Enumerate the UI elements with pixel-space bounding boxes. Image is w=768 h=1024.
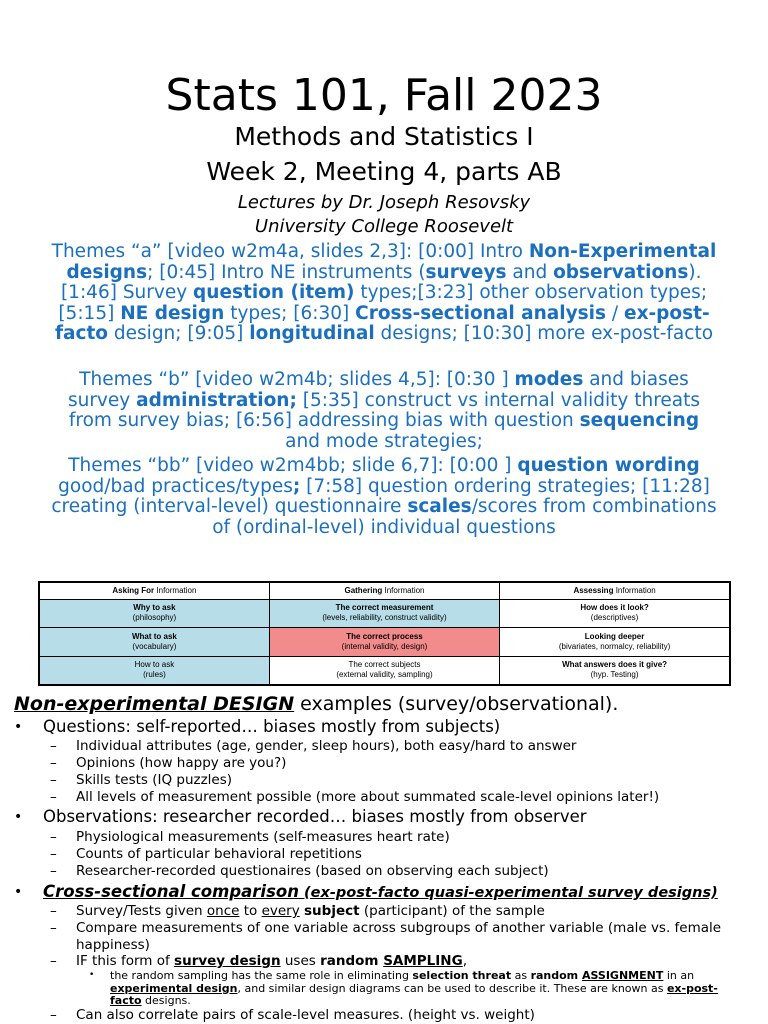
table-header-cell: Gathering Information <box>269 582 499 599</box>
sub-list-item: – Opinions (how happy are you?) <box>50 755 287 771</box>
table-cell: The correct measurement (levels, reliability, construct validity) <box>269 599 499 628</box>
table-cell: The correct process (internal validity, design) <box>269 628 499 657</box>
table-header-cell: Assessing Information <box>500 582 730 599</box>
page-title: Stats 101, Fall 2023 <box>165 70 603 121</box>
bullet-icon: • <box>14 809 23 825</box>
section-heading: Non-experimental DESIGN examples (survey/observational). <box>14 693 619 715</box>
table-cell: How does it look? (descriptives) <box>500 599 730 628</box>
table-row <box>39 656 730 685</box>
information-table <box>38 581 731 686</box>
meeting-label: Week 2, Meeting 4, parts AB <box>206 157 562 186</box>
table-cell: Looking deeper (bivariates, normalcy, reliability) <box>500 628 730 657</box>
lecturer-label: Lectures by Dr. Joseph Resovsky <box>237 192 531 213</box>
themes-b-paragraph: Themes “b” [video w2m4b; slides 4,5]: [0:30 ] modes and biases survey administration; [5:35] construct vs internal validity threats from survey bias; [6:56] addressing bias with question sequencing and mode strategies; <box>67 369 701 452</box>
sub-sub-list-item: • the random sampling has the same role in eliminating selection threat as random ASSIGNMENT in an experimental design, and similar design diagrams can be used to describe it. These are known as ex-post-facto designs. <box>89 969 718 1007</box>
table-cell: Why to ask (philosophy) <box>39 599 269 628</box>
sub-list-item: – Survey/Tests given once to every subject (participant) of the sample <box>50 903 545 919</box>
table-cell: How to ask (rules) <box>39 656 269 685</box>
sub-list-item: – Counts of particular behavioral repetitions <box>50 846 362 862</box>
table-header-row <box>39 582 730 599</box>
sub-list-item: – Can also correlate pairs of scale-level measures. (height vs. weight) <box>50 1007 535 1023</box>
course-subtitle: Methods and Statistics I <box>234 122 534 151</box>
themes-bb-paragraph: Themes “bb” [video w2m4bb; slide 6,7]: [0:00 ] question wording good/bad practices/types; [7:58] question ordering strategies; [11:28] creating (interval-level) questionnaire scales/scores from combinations of (ordinal-level) individual questions <box>51 455 717 538</box>
themes-a-paragraph: Themes “a” [video w2m4a, slides 2,3]: [0:00] Intro Non-Experimental designs; [0:45] Intro NE instruments (surveys and observations). [1:46] Survey question (item) types;[3:23] other observation types; [5:15] NE design types; [6:30] Cross-sectional analysis / ex-post-facto design; [9:05] longitudinal designs; [10:30] more ex-post-facto <box>51 241 717 344</box>
table-cell: The correct subjects (external validity, sampling) <box>269 656 499 685</box>
sub-list-item: – Individual attributes (age, gender, sleep hours), both easy/hard to answer <box>50 738 577 754</box>
sub-list-item: – Compare measurements of one variable across subgroups of another variable (male vs. female happiness) <box>50 920 722 953</box>
sub-list-item: – Skills tests (IQ puzzles) <box>50 772 233 788</box>
sub-list-item: – Researcher-recorded questionaires (based on observing each subject) <box>50 863 549 879</box>
sub-list-item: – IF this form of survey design uses random SAMPLING, <box>50 953 467 969</box>
sub-list-item: – Physiological measurements (self-measures heart rate) <box>50 829 450 845</box>
table-row <box>39 628 730 657</box>
table-cell: What to ask (vocabulary) <box>39 628 269 657</box>
table-header-cell: Asking For Information <box>39 582 269 599</box>
table-row <box>39 599 730 628</box>
sub-list-item: – All levels of measurement possible (more about summated scale-level opinions later!) <box>50 789 660 805</box>
bullet-icon: • <box>14 884 23 900</box>
bullet-icon: • <box>14 719 23 735</box>
table-cell: What answers does it give? (hyp. Testing) <box>500 656 730 685</box>
university-label: University College Roosevelt <box>254 216 514 237</box>
